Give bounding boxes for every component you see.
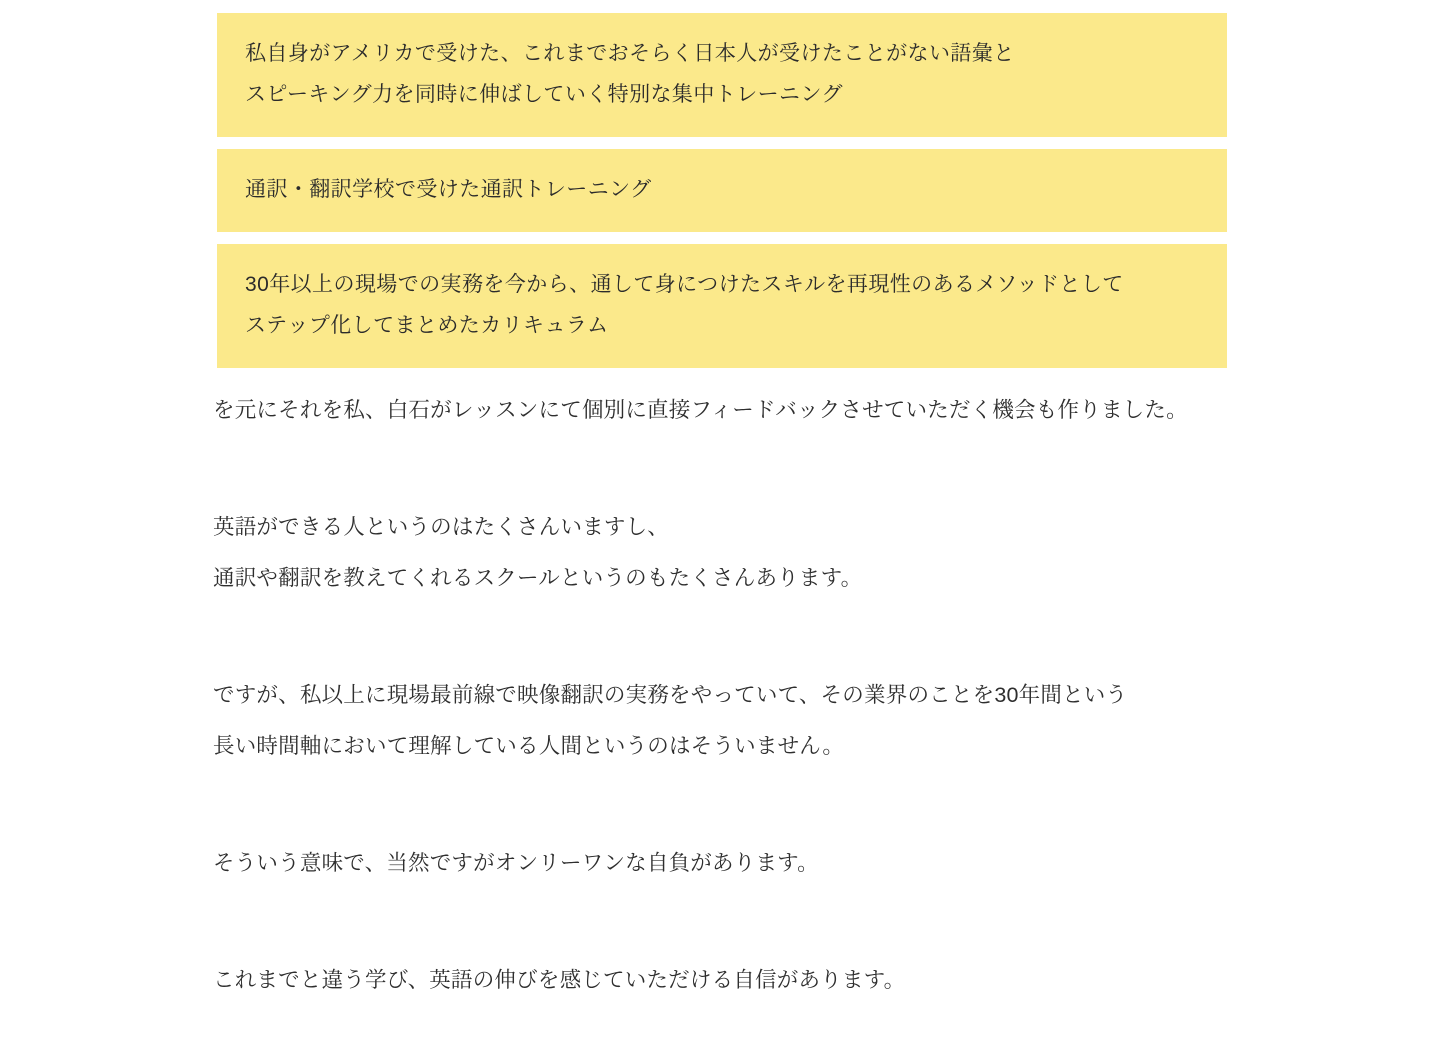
highlight-item [217, 13, 1227, 137]
highlight-line: スピーキング力を同時に伸ばしていく特別な集中トレーニング [245, 83, 843, 106]
highlight-line: 通訳・翻訳学校で受けた通訳トレーニング [245, 178, 652, 201]
highlight-line: 私自身がアメリカで受けた、これまでおそらく日本人が受けたことがない語彙と [245, 42, 1015, 65]
paragraph-line: これまでと違う学び、英語の伸びを感じていただける自信があります。 [213, 968, 906, 992]
paragraph-line: 英語ができる人というのはたくさんいますし、 [213, 515, 670, 539]
highlight-item [217, 149, 1227, 232]
paragraph [213, 670, 1273, 772]
paragraph-line: ですが、私以上に現場最前線で映像翻訳の実務をやっていて、その業界のことを30年間という [213, 683, 1128, 707]
body-copy [213, 385, 1273, 1006]
highlight-line: ステップ化してまとめたカリキュラム [245, 314, 609, 337]
highlight-item [217, 244, 1227, 368]
highlight-list [217, 13, 1227, 380]
paragraph [213, 838, 1273, 889]
paragraph-line: を元にそれを私、白石がレッスンにて個別に直接フィードバックさせていただく機会も作りました。 [213, 398, 1188, 422]
paragraph-line: そういう意味で、当然ですがオンリーワンな自負があります。 [213, 851, 819, 875]
paragraph [213, 385, 1273, 436]
highlight-line: 30年以上の現場での実務を今から、通して身につけたスキルを再現性のあるメソッドとして [245, 273, 1124, 296]
paragraph-line: 長い時間軸において理解している人間というのはそういません。 [213, 734, 845, 758]
paragraph [213, 502, 1273, 604]
paragraph-line: 通訳や翻訳を教えてくれるスクールというのもたくさんあります。 [213, 566, 863, 590]
paragraph [213, 955, 1273, 1006]
